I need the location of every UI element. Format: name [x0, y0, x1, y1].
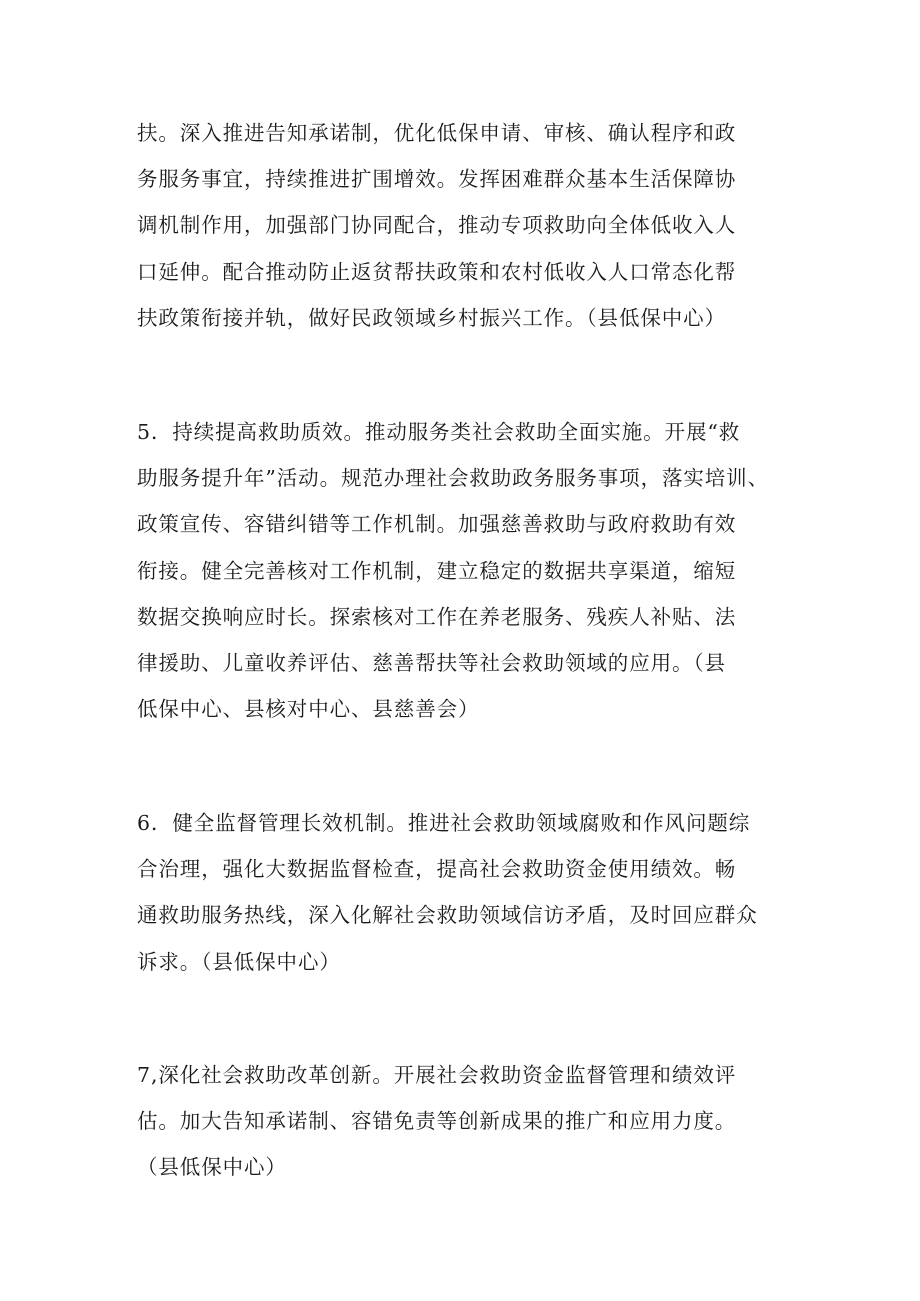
paragraph-item-6 [137, 800, 797, 985]
paragraph-item-5 [137, 409, 797, 732]
text-line: 助服务提升年”活动。规范办理社会救助政务服务事项，落实培训、 [137, 466, 769, 491]
text-line: 口延伸。配合推动防止返贫帮扶政策和农村低收入人口常态化帮 [137, 259, 737, 284]
text-line: 5．持续提高救助质效。推动服务类社会救助全面实施。开展“救 [137, 420, 741, 444]
text-line: 估。加大告知承诺制、容错免责等创新成果的推广和应用力度。 [137, 1109, 737, 1134]
text-line: 通救助服务热线，深入化解社会救助领域信访矛盾，及时回应群众 [137, 903, 758, 928]
text-line: 调机制作用，加强部门协同配合，推动专项救助向全体低收入人 [137, 213, 737, 238]
text-line: 数据交换响应时长。探索核对工作在养老服务、残疾人补贴、法 [137, 604, 737, 629]
text-line: 扶。深入推进告知承诺制，优化低保申请、审核、确认程序和政 [137, 121, 737, 145]
text-line: 务服务事宜，持续推进扩围增效。发挥困难群众基本生活保障协 [137, 167, 737, 192]
text-line: 扶政策衔接并轨，做好民政领域乡村振兴工作。（县低保中心） [137, 305, 726, 330]
paragraph-item-7 [137, 1052, 797, 1191]
text-line: 合治理，强化大数据监督检查，提高社会救助资金使用绩效。畅 [137, 857, 737, 882]
text-line: 衔接。健全完善核对工作机制，建立稳定的数据共享渠道，缩短 [137, 558, 737, 583]
text-line: 政策宣传、容错纠错等工作机制。加强慈善救助与政府救助有效 [137, 512, 737, 537]
text-line: 低保中心、县核对中心、县慈善会） [137, 697, 480, 722]
text-line: 6．健全监督管理长效机制。推进社会救助领域腐败和作风问题综 [137, 811, 751, 835]
text-line: 7,深化社会救助改革创新。开展社会救助资金监督管理和绩效评 [137, 1063, 737, 1087]
paragraph-continuation [137, 110, 797, 341]
text-line: 律援助、儿童收养评估、慈善帮扶等社会救助领域的应用。（县 [137, 650, 726, 675]
text-line: （县低保中心） [137, 1155, 287, 1180]
text-line: 诉求。（县低保中心） [137, 949, 341, 974]
